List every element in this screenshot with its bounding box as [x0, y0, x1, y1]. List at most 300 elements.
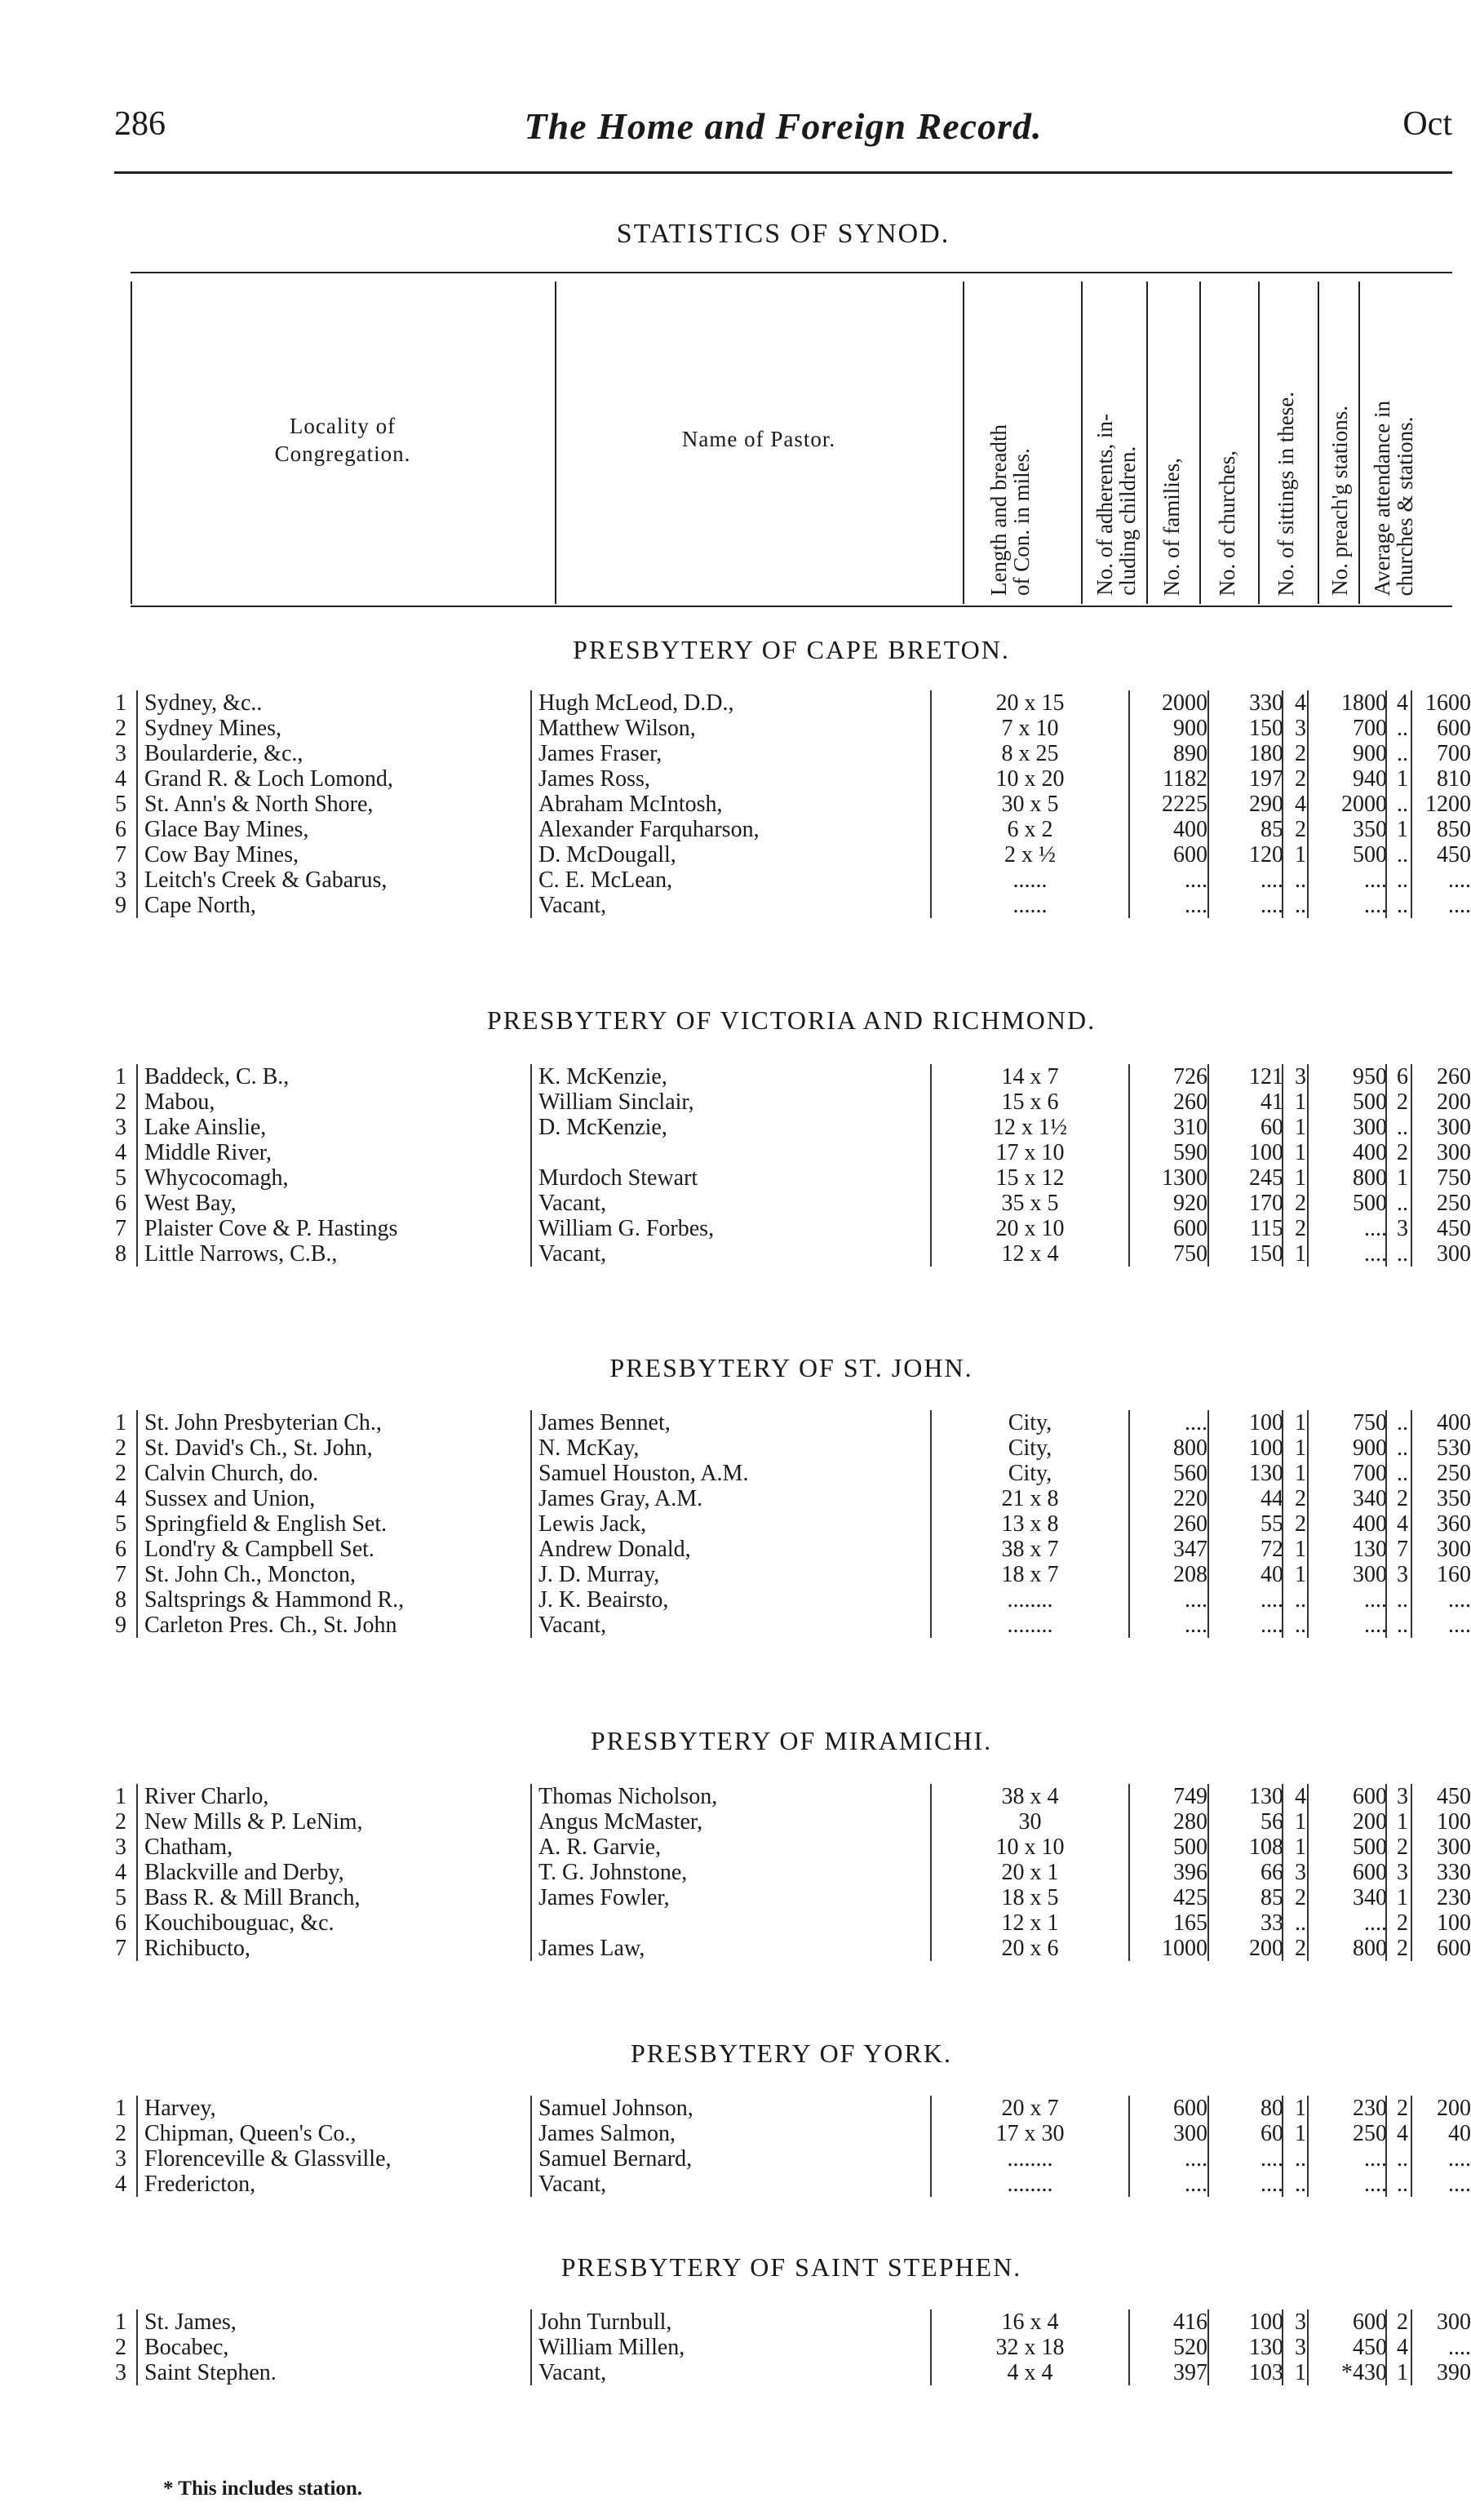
cell-families: 103	[1249, 2360, 1283, 2385]
table-row	[86, 1936, 1471, 1961]
cell-churches: 1	[1295, 1089, 1306, 1115]
cell-length: 17 x 30	[995, 2121, 1065, 2146]
cell-adherents: 1000	[1162, 1936, 1207, 1961]
table-row	[86, 817, 1471, 842]
cell-families: 55	[1261, 1511, 1283, 1537]
table-row	[86, 716, 1471, 741]
cell-sittings: 450	[1353, 2335, 1387, 2360]
cell-stations: ..	[1397, 1613, 1408, 1638]
page-number: 286	[114, 105, 166, 143]
cell-stations: ..	[1397, 741, 1408, 766]
cell-stations: 1	[1397, 1809, 1408, 1835]
cell-churches: ..	[1295, 893, 1306, 918]
header-sittings-line: No. of sittings in these.	[1274, 391, 1298, 596]
cell-families: 60	[1261, 2121, 1283, 2146]
cell-families: ....	[1261, 1587, 1283, 1613]
cell-churches: 1	[1295, 1835, 1306, 1860]
cell-churches: 3	[1295, 1064, 1306, 1089]
header-length	[987, 424, 1033, 596]
cell-locality: Bocabec,	[144, 2335, 229, 2360]
cell-pastor: James Law,	[538, 1936, 645, 1961]
cell-stations: 1	[1397, 1885, 1408, 1910]
cell-adherents: 520	[1173, 2335, 1207, 2360]
cell-attendance: 40	[1448, 2121, 1471, 2146]
cell-churches: 1	[1295, 1241, 1306, 1267]
cell-no: 2	[115, 1435, 126, 1461]
cell-no: 6	[115, 1537, 126, 1562]
cell-sittings: 500	[1353, 1089, 1387, 1115]
cell-pastor: Angus McMaster,	[538, 1809, 703, 1835]
cell-length: 18 x 5	[1001, 1885, 1059, 1910]
cell-pastor: Matthew Wilson,	[538, 716, 696, 741]
cell-families: 44	[1261, 1486, 1283, 1511]
cell-pastor: Samuel Houston, A.M.	[538, 1461, 749, 1486]
cell-sittings: 940	[1353, 766, 1387, 792]
cell-no: 7	[115, 1936, 126, 1961]
cell-adherents: 310	[1173, 1115, 1207, 1140]
cell-pastor: Vacant,	[538, 1241, 607, 1267]
cell-adherents: 749	[1173, 1784, 1207, 1809]
cell-sittings: ....	[1364, 1613, 1387, 1638]
cell-families: 150	[1249, 716, 1283, 741]
header-locality-line: Congregation.	[274, 441, 411, 466]
cell-adherents: 1182	[1163, 766, 1207, 792]
cell-no: 6	[115, 1191, 126, 1216]
cell-sittings: 400	[1353, 1140, 1387, 1165]
cell-families: 200	[1249, 1936, 1283, 1961]
column-rule	[1207, 690, 1209, 918]
cell-stations: 2	[1397, 2096, 1408, 2121]
table-row	[86, 1140, 1471, 1165]
cell-adherents: 920	[1173, 1191, 1207, 1216]
cell-pastor: James Bennet,	[538, 1410, 671, 1435]
cell-attendance: 450	[1437, 842, 1471, 867]
cell-churches: 4	[1295, 792, 1306, 817]
cell-length: City,	[1008, 1410, 1052, 1435]
cell-stations: 4	[1397, 1511, 1408, 1537]
cell-length: 10 x 10	[995, 1835, 1065, 1860]
cell-sittings: 200	[1353, 1809, 1387, 1835]
cell-length: 30	[1018, 1809, 1042, 1835]
cell-attendance: ....	[1448, 1613, 1471, 1638]
cell-stations: 1	[1397, 766, 1408, 792]
cell-adherents: ....	[1185, 1410, 1207, 1435]
cell-adherents: 600	[1173, 842, 1207, 867]
cell-no: 1	[115, 1784, 126, 1809]
cell-stations: 2	[1397, 1140, 1408, 1165]
cell-locality: Lake Ainslie,	[144, 1115, 267, 1140]
table-row	[86, 1860, 1471, 1885]
cell-sittings: 130	[1353, 1537, 1387, 1562]
cell-churches: 1	[1295, 1461, 1306, 1486]
cell-churches: 2	[1295, 1936, 1306, 1961]
cell-no: 1	[115, 690, 126, 716]
cell-length: City,	[1008, 1435, 1052, 1461]
column-rule	[1411, 1064, 1412, 1267]
header-adherents-line: cluding children.	[1115, 446, 1140, 596]
cell-locality: Bass R. & Mill Branch,	[144, 1885, 361, 1910]
cell-churches: 1	[1295, 1115, 1306, 1140]
cell-families: 72	[1261, 1537, 1283, 1562]
table-row	[86, 1089, 1471, 1115]
cell-sittings: ....	[1364, 893, 1387, 918]
cell-sittings: 230	[1353, 2096, 1387, 2121]
cell-stations: ..	[1397, 893, 1408, 918]
cell-adherents: 2225	[1162, 792, 1207, 817]
cell-attendance: 350	[1437, 1486, 1471, 1511]
cell-adherents: ....	[1185, 867, 1207, 893]
cell-locality: Springfield & English Set.	[144, 1511, 388, 1537]
column-rule	[930, 1784, 932, 1961]
column-rule	[1318, 282, 1319, 604]
column-rule	[1385, 690, 1387, 918]
cell-attendance: 700	[1437, 741, 1471, 766]
column-rule	[1128, 2309, 1130, 2385]
cell-churches: 2	[1295, 1511, 1306, 1537]
column-rule	[1282, 690, 1283, 918]
header-locality-line: Locality of	[289, 414, 397, 438]
cell-families: 197	[1249, 766, 1283, 792]
table-row	[86, 1064, 1471, 1089]
column-rule	[1358, 282, 1360, 604]
column-rule	[963, 282, 964, 604]
cell-attendance: 160	[1437, 1562, 1471, 1587]
cell-no: 9	[115, 1613, 126, 1638]
cell-families: 121	[1249, 1064, 1283, 1089]
cell-sittings: *430	[1341, 2360, 1387, 2385]
cell-locality: Harvey,	[144, 2096, 216, 2121]
cell-stations: 3	[1397, 1562, 1408, 1587]
cell-no: 5	[115, 792, 126, 817]
cell-sittings: ....	[1364, 867, 1387, 893]
cell-locality: St. Ann's & North Shore,	[144, 792, 374, 817]
cell-pastor: C. E. McLean,	[538, 867, 673, 893]
cell-no: 4	[115, 2172, 126, 2197]
cell-no: 8	[115, 1587, 126, 1613]
table-row	[86, 1587, 1471, 1613]
cell-families: 100	[1249, 2309, 1283, 2335]
column-rule	[1207, 1410, 1209, 1638]
cell-length: ......	[1012, 893, 1048, 918]
cell-sittings: 2000	[1341, 792, 1387, 817]
column-rule	[136, 1784, 138, 1961]
cell-locality: West Bay,	[144, 1191, 237, 1216]
cell-attendance: 300	[1437, 1115, 1471, 1140]
column-rule	[530, 690, 532, 918]
cell-pastor: Vacant,	[538, 893, 607, 918]
cell-attendance: 600	[1437, 1936, 1471, 1961]
cell-no: 4	[115, 766, 126, 792]
header-sittings	[1274, 392, 1297, 597]
cell-length: ........	[1007, 1587, 1053, 1613]
cell-sittings: 700	[1353, 1461, 1387, 1486]
cell-no: 6	[115, 817, 126, 842]
cell-attendance: 330	[1437, 1860, 1471, 1885]
cell-sittings: 1800	[1341, 690, 1387, 716]
cell-stations: 3	[1397, 1216, 1408, 1241]
cell-length: 32 x 18	[995, 2335, 1065, 2360]
cell-adherents: 425	[1173, 1885, 1207, 1910]
cell-attendance: 100	[1437, 1809, 1471, 1835]
cell-adherents: 560	[1173, 1461, 1207, 1486]
header-churches	[1216, 450, 1238, 596]
cell-locality: Boularderie, &c.,	[144, 741, 304, 766]
cell-length: 20 x 6	[1001, 1936, 1059, 1961]
column-rule	[136, 1410, 138, 1638]
presbytery-heading: PRESBYTERY OF SAINT STEPHEN.	[560, 2252, 1022, 2282]
column-rule	[1307, 690, 1309, 918]
cell-families: 66	[1261, 1860, 1283, 1885]
cell-no: 1	[115, 1064, 126, 1089]
cell-locality: Sydney Mines,	[144, 716, 281, 741]
cell-sittings: 300	[1353, 1562, 1387, 1587]
cell-attendance: 200	[1437, 2096, 1471, 2121]
cell-length: 21 x 8	[1001, 1486, 1059, 1511]
cell-length: 4 x 4	[1007, 2360, 1053, 2385]
cell-adherents: 300	[1173, 2121, 1207, 2146]
cell-adherents: ....	[1185, 1613, 1207, 1638]
cell-churches: 4	[1295, 690, 1306, 716]
cell-families: 100	[1249, 1140, 1283, 1165]
cell-attendance: 230	[1437, 1885, 1471, 1910]
cell-churches: ..	[1295, 1613, 1306, 1638]
cell-length: 20 x 1	[1001, 1860, 1059, 1885]
cell-no: 5	[115, 1885, 126, 1910]
cell-churches: 2	[1295, 1486, 1306, 1511]
cell-stations: 4	[1397, 690, 1408, 716]
cell-attendance: ....	[1448, 867, 1471, 893]
cell-adherents: 260	[1173, 1511, 1207, 1537]
cell-sittings: 900	[1353, 1435, 1387, 1461]
table-row	[86, 1191, 1471, 1216]
cell-locality: Saint Stephen.	[144, 2360, 277, 2385]
cell-locality: St. John Ch., Moncton,	[144, 1562, 357, 1587]
cell-stations: ..	[1397, 1410, 1408, 1435]
column-rule	[1282, 1784, 1283, 1961]
cell-attendance: 600	[1437, 716, 1471, 741]
cell-adherents: ....	[1185, 893, 1207, 918]
cell-no: 9	[115, 893, 126, 918]
cell-adherents: 416	[1173, 2309, 1207, 2335]
cell-pastor: D. McDougall,	[538, 842, 676, 867]
cell-stations: 1	[1397, 2360, 1408, 2385]
column-rule	[1385, 1784, 1387, 1961]
cell-no: 5	[115, 1511, 126, 1537]
cell-sittings: ....	[1364, 1241, 1387, 1267]
cell-no: 4	[115, 1860, 126, 1885]
cell-stations: 7	[1397, 1537, 1408, 1562]
table-row	[86, 2121, 1471, 2146]
cell-adherents: 260	[1173, 1089, 1207, 1115]
cell-stations: ..	[1397, 1461, 1408, 1486]
cell-locality: St. James,	[144, 2309, 237, 2335]
table-row	[86, 1115, 1471, 1140]
cell-adherents: 165	[1173, 1910, 1207, 1936]
cell-attendance: 200	[1437, 1089, 1471, 1115]
cell-stations: ..	[1397, 867, 1408, 893]
cell-families: 40	[1261, 1562, 1283, 1587]
table-row	[86, 842, 1471, 867]
cell-families: 100	[1249, 1435, 1283, 1461]
cell-pastor: Abraham McIntosh,	[538, 792, 723, 817]
cell-pastor: J. D. Murray,	[538, 1562, 660, 1587]
cell-churches: 1	[1295, 1165, 1306, 1191]
cell-attendance: 810	[1437, 766, 1471, 792]
column-rule	[1282, 2309, 1283, 2385]
table-row	[86, 766, 1471, 792]
cell-adherents: 2000	[1162, 690, 1207, 716]
column-rule	[1128, 1410, 1130, 1638]
column-rule	[1282, 1410, 1283, 1638]
table-row	[86, 1885, 1471, 1910]
cell-locality: Plaister Cove & P. Hastings	[144, 1216, 398, 1241]
cell-stations: 2	[1397, 1835, 1408, 1860]
cell-families: 85	[1261, 1885, 1283, 1910]
cell-no: 5	[115, 1165, 126, 1191]
header-adherents	[1093, 414, 1139, 596]
cell-length: 30 x 5	[1001, 792, 1059, 817]
column-rule	[1282, 1064, 1283, 1267]
column-rule	[131, 282, 132, 604]
cell-no: 3	[115, 1835, 126, 1860]
column-rule	[555, 282, 556, 604]
cell-adherents: 396	[1173, 1860, 1207, 1885]
cell-adherents: 347	[1173, 1537, 1207, 1562]
cell-attendance: 300	[1437, 2309, 1471, 2335]
cell-stations: ..	[1397, 2172, 1408, 2197]
column-rule	[1307, 1784, 1309, 1961]
cell-adherents: 1300	[1162, 1165, 1207, 1191]
presbytery-heading: PRESBYTERY OF MIRAMICHI.	[590, 1726, 993, 1755]
cell-adherents: 800	[1173, 1435, 1207, 1461]
cell-churches: 2	[1295, 766, 1306, 792]
cell-sittings: 340	[1353, 1885, 1387, 1910]
header-bottom-rule	[131, 606, 1452, 607]
cell-no: 2	[115, 1809, 126, 1835]
cell-pastor: N. McKay,	[538, 1435, 640, 1461]
cell-locality: Leitch's Creek & Gabarus,	[144, 867, 388, 893]
column-rule	[136, 2309, 138, 2385]
cell-no: 3	[115, 741, 126, 766]
header-attendance-line: churches & stations.	[1393, 416, 1417, 596]
cell-churches: 1	[1295, 1410, 1306, 1435]
presbytery-heading: PRESBYTERY OF CAPE BRETON.	[573, 635, 1010, 664]
column-rule	[1385, 1064, 1387, 1267]
cell-pastor: K. McKenzie,	[538, 1064, 667, 1089]
column-rule	[1385, 2309, 1387, 2385]
column-rule	[530, 2309, 532, 2385]
cell-locality: Chatham,	[144, 1835, 233, 1860]
presbytery-table	[86, 1784, 1471, 1961]
cell-pastor: Samuel Bernard,	[538, 2146, 693, 2172]
cell-locality: Florenceville & Glassville,	[144, 2146, 392, 2172]
cell-length: 20 x 15	[995, 690, 1065, 716]
cell-churches: ..	[1295, 867, 1306, 893]
cell-churches: 1	[1295, 1537, 1306, 1562]
header-adherents-line: No. of adherents, in-	[1092, 414, 1117, 596]
cell-length: 15 x 12	[995, 1165, 1065, 1191]
cell-stations: ..	[1397, 716, 1408, 741]
table-row	[86, 1511, 1471, 1537]
table-row	[86, 2146, 1471, 2172]
cell-adherents: 890	[1173, 741, 1207, 766]
cell-sittings: 800	[1353, 1936, 1387, 1961]
column-rule	[1411, 1784, 1412, 1961]
cell-attendance: ....	[1448, 2335, 1471, 2360]
header-stations-line: No. preach'g stations.	[1327, 406, 1352, 596]
column-rule	[1307, 1064, 1309, 1267]
table-row	[86, 2335, 1471, 2360]
cell-locality: St. John Presbyterian Ch.,	[144, 1410, 382, 1435]
cell-sittings: 900	[1353, 741, 1387, 766]
cell-locality: Chipman, Queen's Co.,	[144, 2121, 357, 2146]
table-row	[86, 1537, 1471, 1562]
cell-adherents: 280	[1173, 1809, 1207, 1835]
presbytery-table	[86, 2309, 1471, 2385]
cell-length: 14 x 7	[1001, 1064, 1059, 1089]
cell-churches: 1	[1295, 2121, 1306, 2146]
table-row	[86, 2172, 1471, 2197]
cell-families: ....	[1261, 893, 1283, 918]
cell-sittings: 600	[1353, 1860, 1387, 1885]
cell-adherents: 400	[1173, 817, 1207, 842]
cell-churches: 1	[1295, 842, 1306, 867]
column-rule	[930, 1064, 932, 1267]
table-row	[86, 792, 1471, 817]
cell-length: 7 x 10	[1001, 716, 1059, 741]
cell-pastor: Vacant,	[538, 1613, 607, 1638]
cell-attendance: 300	[1437, 1140, 1471, 1165]
cell-pastor: James Gray, A.M.	[538, 1486, 703, 1511]
cell-sittings: 600	[1353, 1784, 1387, 1809]
cell-families: 115	[1250, 1216, 1283, 1241]
cell-length: ........	[1007, 2172, 1053, 2197]
cell-length: 17 x 10	[995, 1140, 1065, 1165]
presbytery-table	[86, 1064, 1471, 1267]
cell-stations: ..	[1397, 1191, 1408, 1216]
header-attendance-line: Average attendance in	[1370, 400, 1394, 596]
cell-stations: 2	[1397, 2309, 1408, 2335]
cell-sittings: 600	[1353, 2309, 1387, 2335]
cell-pastor: D. McKenzie,	[538, 1115, 667, 1140]
column-rule	[1411, 2309, 1412, 2385]
column-rule	[1207, 2309, 1209, 2385]
cell-attendance: 750	[1437, 1165, 1471, 1191]
cell-no: 7	[115, 1216, 126, 1241]
header-stations	[1328, 406, 1351, 596]
presbytery-table	[86, 1410, 1471, 1638]
cell-locality: Saltsprings & Hammond R.,	[144, 1587, 405, 1613]
column-rule	[1411, 2096, 1412, 2197]
cell-churches: 2	[1295, 817, 1306, 842]
cell-adherents: 590	[1173, 1140, 1207, 1165]
cell-sittings: ....	[1364, 2146, 1387, 2172]
cell-families: 85	[1261, 817, 1283, 842]
table-row	[86, 1562, 1471, 1587]
cell-stations: 1	[1397, 817, 1408, 842]
cell-attendance: 1600	[1425, 690, 1471, 716]
cell-length: 12 x 4	[1001, 1241, 1059, 1267]
presbytery-heading: PRESBYTERY OF YORK.	[631, 2039, 952, 2068]
journal-title: The Home and Foreign Record.	[524, 105, 1043, 147]
table-row	[86, 1410, 1471, 1435]
cell-families: 100	[1249, 1410, 1283, 1435]
column-rule	[1207, 1064, 1209, 1267]
header-length-line: Length and breadth	[986, 424, 1011, 596]
table-row	[86, 1241, 1471, 1267]
cell-pastor: Hugh McLeod, D.D.,	[538, 690, 734, 716]
column-rule	[1282, 2096, 1283, 2197]
